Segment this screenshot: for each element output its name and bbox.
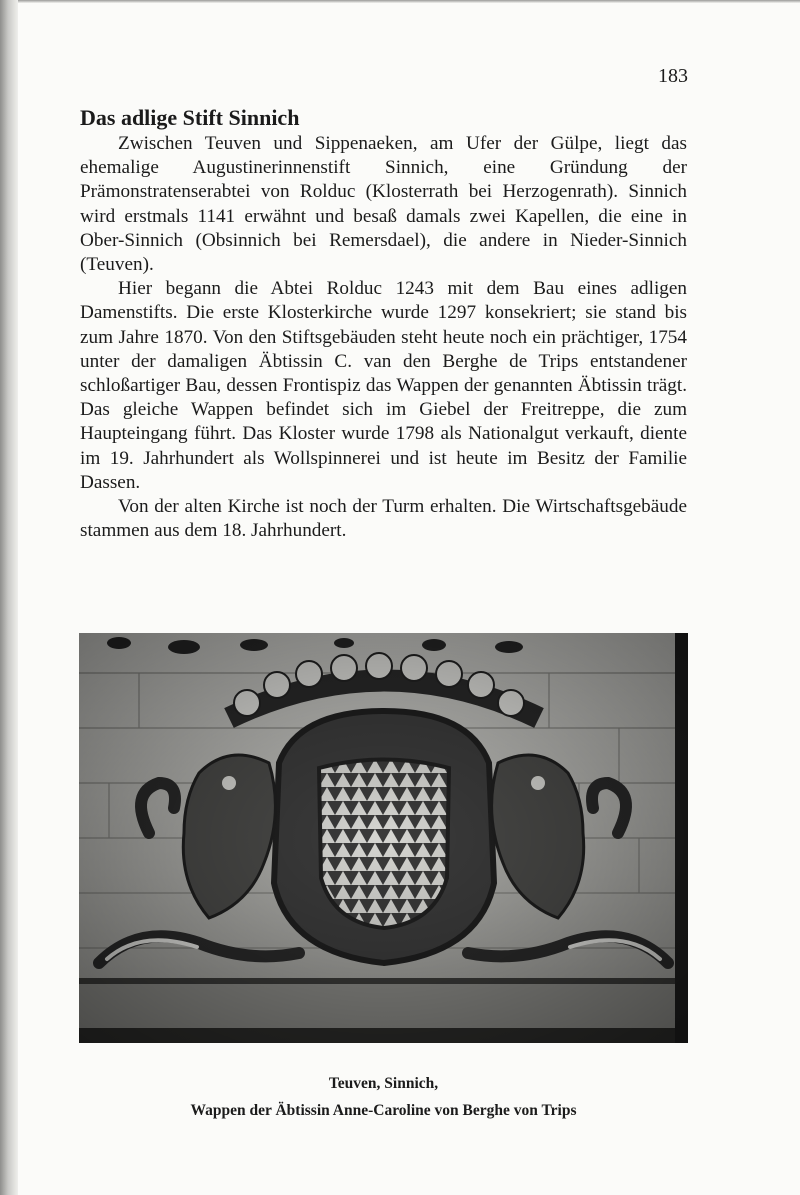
paragraph-2: Hier begann die Abtei Rolduc 1243 mit dem Bau eines adligen Damenstifts. Die erste Klosterkirche wurde 1297 konsekriert; sie stand bis zum Jahre 1870. Von den Stiftsgebäuden steht heute noch ein prächtiger, 1754 unter der damaligen Äbtissin C. van den Berghe de Trips entstandener schloßartiger Bau, dessen Frontispiz das Wappen der genannten Äbtissin trägt. Das gleiche Wappen befindet sich im Giebel der Freitreppe, die zum Haupteingang führt. Das Kloster wurde 1798 als Nationalgut verkauft, diente im 19. Jahrhundert als Wollspinnerei und ist heute im Besitz der Familie Dassen. (80, 278, 687, 493)
caption-line-1: Teuven, Sinnich, (328, 1075, 439, 1092)
caption-line-2: Wappen der Äbtissin Anne-Caroline von Berghe von Trips (190, 1102, 577, 1119)
page-top-edge (18, 0, 800, 3)
article (80, 104, 687, 543)
page-number: 183 (658, 65, 688, 87)
figure-caption (80, 1070, 687, 1124)
book-gutter-shadow (0, 0, 18, 1195)
article-title: Das adlige Stift Sinnich (80, 105, 300, 130)
paragraph-1: Zwischen Teuven und Sippenaeken, am Ufer der Gülpe, liegt das ehemalige Augustinerinnenstift Sinnich, eine Gründung der Prämonstratenserabtei von Rolduc (Klosterrath bei Herzogenrath). Sinnich wird erstmals 1141 erwähnt und besaß damals zwei Kapellen, die eine in Ober-Sinnich (Obsinnich bei Remersdael), die andere in Nieder-Sinnich (Teuven). (80, 133, 687, 276)
paragraph-3: Von der alten Kirche ist noch der Turm erhalten. Die Wirtschaftsgebäude stammen aus dem 18. Jahrhundert. (80, 496, 687, 542)
coat-of-arms-photo (79, 633, 688, 1043)
